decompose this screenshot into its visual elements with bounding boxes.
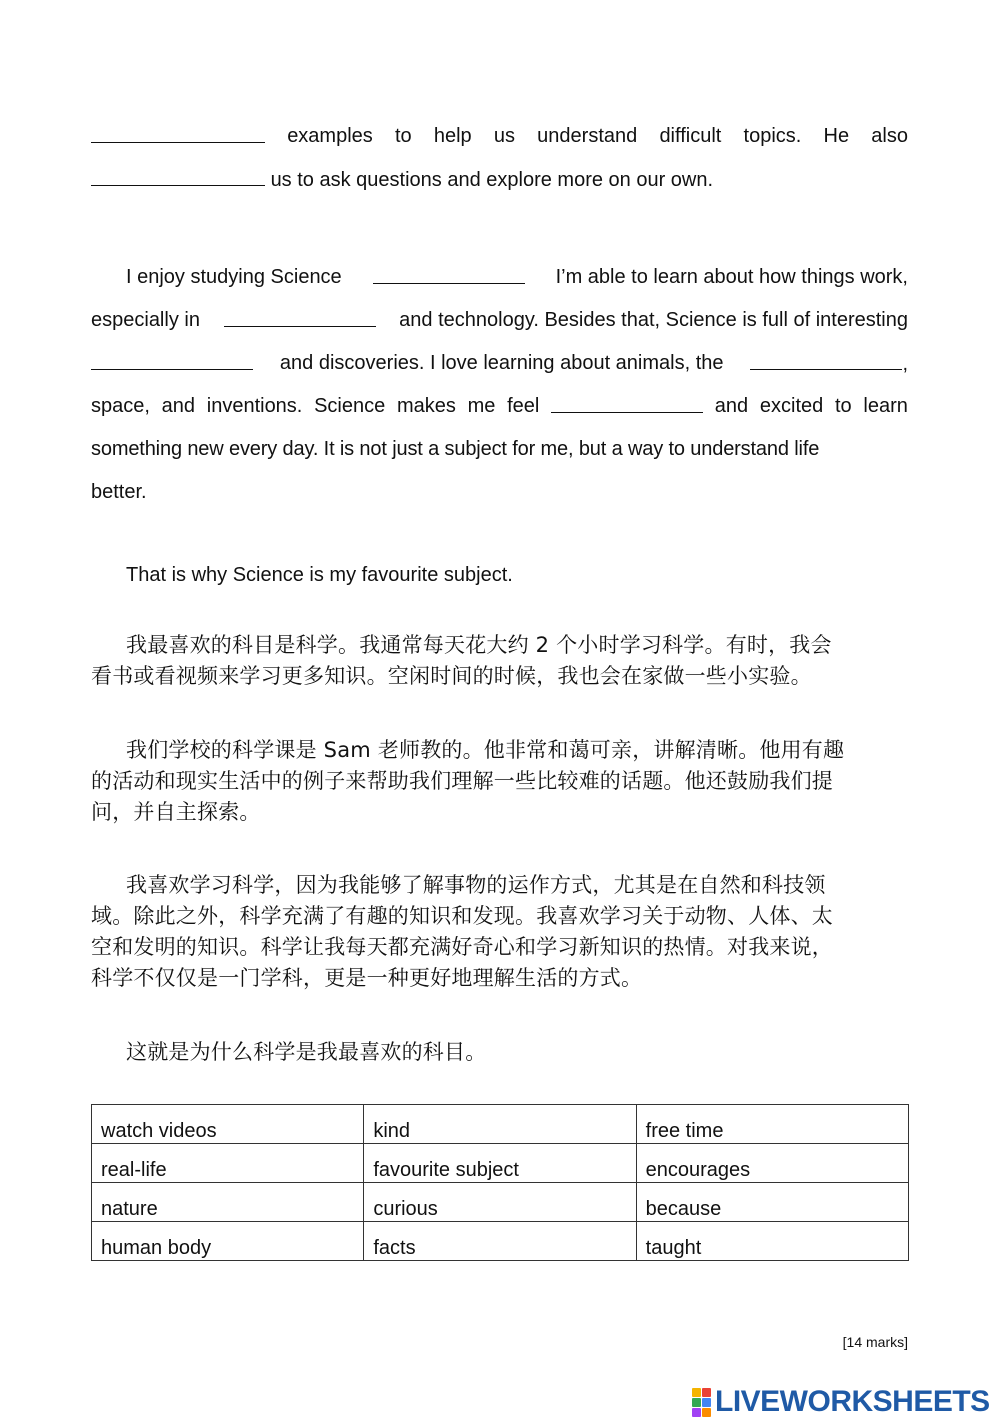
intro-line-2 <box>91 167 908 192</box>
word: feel <box>507 395 540 417</box>
word: topics. <box>743 125 802 147</box>
word-bank-cell: taught <box>636 1222 908 1261</box>
word-bank-cell: free time <box>636 1105 908 1144</box>
line-text: us to ask questions and explore more on our own. <box>270 169 714 191</box>
blank-input[interactable] <box>91 351 253 370</box>
line-text: and technology. Besides that, Science is full of interesting <box>399 309 908 331</box>
zh-p2-line-2: 的活动和现实生活中的例子来帮助我们理解一些比较难的话题。他还鼓励我们提 <box>91 769 833 793</box>
line-text: I enjoy studying Science <box>126 266 342 288</box>
zh-p1-line-1: 我最喜欢的科目是科学。我通常每天花大约 2 个小时学习科学。有时，我会 <box>126 633 832 657</box>
word: to <box>394 125 412 147</box>
word: help <box>433 125 472 147</box>
word: us <box>493 125 515 147</box>
word: difficult <box>659 125 722 147</box>
line-text: especially in <box>91 309 200 331</box>
liveworksheets-logo-text: LIVEWORKSHEETS <box>715 1385 990 1418</box>
blank-input[interactable] <box>224 308 376 327</box>
blank-input[interactable] <box>91 124 265 143</box>
word: examples <box>287 125 373 147</box>
intro-line-1 <box>91 124 908 148</box>
table-row <box>92 1222 909 1261</box>
zh-p3-line-1: 我喜欢学习科学，因为我能够了解事物的运作方式，尤其是在自然和科技领 <box>126 873 826 897</box>
word: and <box>714 395 749 417</box>
blank-input[interactable] <box>373 265 525 284</box>
enjoy-line-4 <box>91 394 908 418</box>
zh-p3-line-4: 科学不仅仅是一门学科，更是一种更好地理解生活的方式。 <box>91 966 643 990</box>
word-bank-cell: favourite subject <box>364 1144 636 1183</box>
word: space, <box>91 395 150 417</box>
word-bank-cell: encourages <box>636 1144 908 1183</box>
liveworksheets-logo-icon <box>692 1388 711 1417</box>
logo-tile <box>702 1408 711 1417</box>
logo-tile <box>692 1388 701 1397</box>
logo-tile <box>702 1388 711 1397</box>
table-row <box>92 1183 909 1222</box>
blank-input[interactable] <box>91 167 265 186</box>
enjoy-line-6: better. <box>91 481 147 503</box>
zh-p3-line-3: 空和发明的知识。科学让我每天都充满好奇心和学习新知识的热情。对我来说， <box>91 935 833 959</box>
enjoy-line-2 <box>91 308 908 332</box>
zh-p4-line-1: 这就是为什么科学是我最喜欢的科目。 <box>126 1040 487 1064</box>
word-bank-cell: nature <box>92 1183 364 1222</box>
word-bank-cell: kind <box>364 1105 636 1144</box>
logo-tile <box>692 1398 701 1407</box>
word: inventions. <box>206 395 303 417</box>
word: understand <box>537 125 638 147</box>
logo-tile <box>692 1408 701 1417</box>
word: to <box>834 395 852 417</box>
word-bank-cell: watch videos <box>92 1105 364 1144</box>
word-bank-cell: because <box>636 1183 908 1222</box>
word-bank-cell: facts <box>364 1222 636 1261</box>
line-text: and discoveries. I love learning about animals, the <box>279 352 724 374</box>
zh-p2-line-1: 我们学校的科学课是 Sam 老师教的。他非常和蔼可亲，讲解清晰。他用有趣 <box>126 738 845 762</box>
word: also <box>871 125 908 147</box>
zh-p3-line-2: 域。除此之外，科学充满了有趣的知识和发现。我喜欢学习关于动物、人体、太 <box>91 904 833 928</box>
word: Science <box>314 395 386 417</box>
zh-p1-line-2: 看书或看视频来学习更多知识。空闲时间的时候，我也会在家做一些小实验。 <box>91 664 812 688</box>
blank-input[interactable] <box>750 351 902 370</box>
enjoy-line-5: something new every day. It is not just a subject for me, but a way to understand life <box>91 438 820 460</box>
punct: , <box>902 353 908 375</box>
line-text: I’m able to learn about how things work, <box>555 266 908 288</box>
word-bank-table <box>91 1104 909 1261</box>
liveworksheets-logo <box>692 1385 990 1419</box>
enjoy-line-1 <box>126 265 908 289</box>
conclusion-line: That is why Science is my favourite subject. <box>126 564 513 586</box>
word: me <box>467 395 496 417</box>
blank-group <box>750 351 908 376</box>
blank-input[interactable] <box>551 394 703 413</box>
word-bank-cell: curious <box>364 1183 636 1222</box>
word: excited <box>759 395 824 417</box>
zh-p2-line-3: 问，并自主探索。 <box>91 800 261 824</box>
word-bank-cell: human body <box>92 1222 364 1261</box>
word: learn <box>863 395 908 417</box>
logo-tile <box>702 1398 711 1407</box>
enjoy-line-3 <box>91 351 908 376</box>
word: He <box>823 125 850 147</box>
word-bank-cell: real-life <box>92 1144 364 1183</box>
table-row <box>92 1144 909 1183</box>
word: and <box>161 395 196 417</box>
marks-label: [14 marks] <box>842 1334 908 1350</box>
word: makes <box>396 395 456 417</box>
table-row <box>92 1105 909 1144</box>
